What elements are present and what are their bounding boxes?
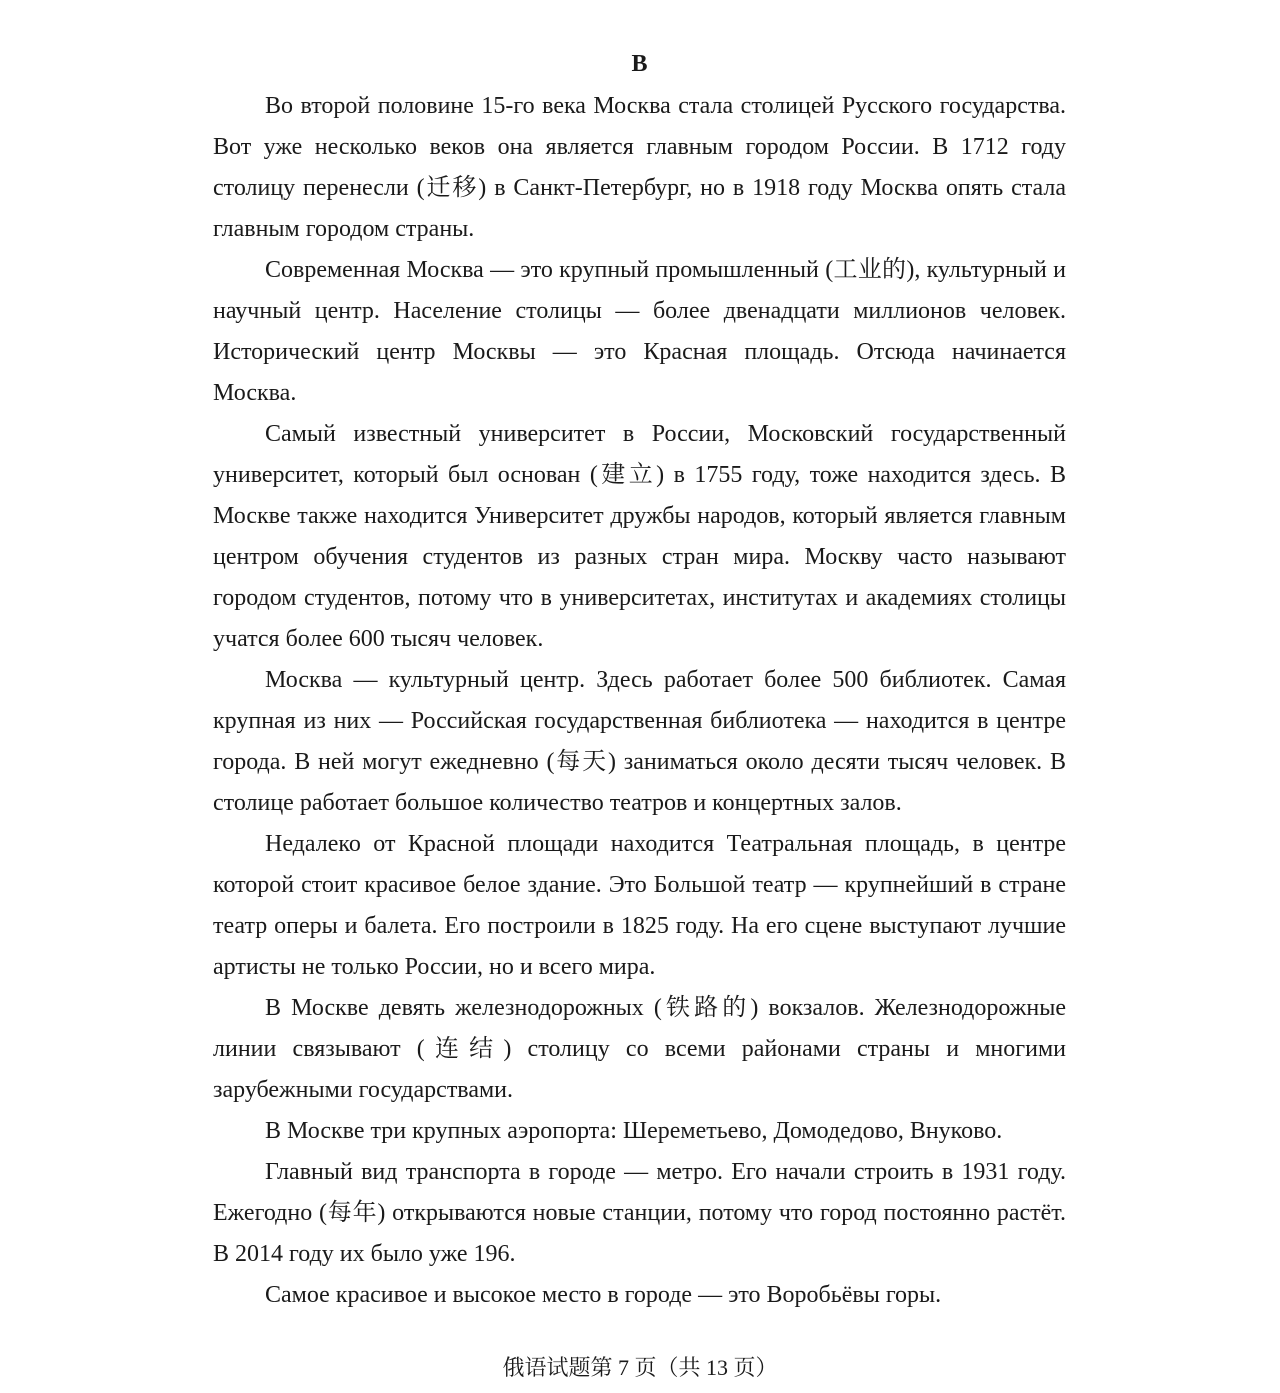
paragraph-5: Недалеко от Красной площади находится Театральная площадь, в центре которой стоит красивое белое здание. Это Большой театр — крупнейший в стране театр оперы и балета. Его построили в 1825 году. На его сцене выступают лучшие артисты не только России, но и всего мира.	[213, 831, 1066, 980]
paragraph-6: В Москве девять железнодорожных (铁路的) вокзалов. Железнодорожные линии связывают (连结) столицу со всеми районами страны и многими зарубежными государствами.	[213, 995, 1066, 1103]
reading-passage	[213, 86, 1066, 1316]
paragraph-7: В Москве три крупных аэропорта: Шереметьево, Домодедово, Внуково.	[265, 1118, 1003, 1144]
section-letter: B	[631, 51, 648, 77]
paragraph-8: Главный вид транспорта в городе — метро. Его начали строить в 1931 году. Ежегодно (每年) открываются новые станции, потому что город постоянно растёт. В 2014 году их было уже 196.	[213, 1159, 1066, 1267]
paragraph-4: Москва — культурный центр. Здесь работает более 500 библиотек. Самая крупная из них — Российская государственная библиотека — находится в центре города. В ней могут ежедневно (每天) заниматься около десяти тысяч человек. В столице работает большое количество театров и концертных залов.	[213, 667, 1066, 816]
paragraph-2: Современная Москва — это крупный промышленный (工业的), культурный и научный центр. Население столицы — более двенадцати миллионов человек. Исторический центр Москвы — это Красная площадь. Отсюда начинается Москва.	[213, 257, 1066, 406]
paragraph-9: Самое красивое и высокое место в городе — это Воробьёвы горы.	[265, 1282, 942, 1308]
paragraph-1: Во второй половине 15-го века Москва стала столицей Русского государства. Вот уже несколько веков она является главным городом России. В 1712 году столицу перенесли (迁移) в Санкт-Петербург, но в 1918 году Москва опять стала главным городом страны.	[213, 93, 1066, 242]
page-footer: 俄语试题第 7 页（共 13 页）	[502, 1355, 778, 1380]
paragraph-3: Самый известный университет в России, Московский государственный университет, который был основан (建立) в 1755 году, тоже находится здесь. В Москве также находится Университет дружбы народов, который является главным центром обучения студентов из разных стран мира. Москву часто называют городом студентов, потому что в университетах, институтах и академиях столицы учатся более 600 тысяч человек.	[213, 421, 1066, 652]
